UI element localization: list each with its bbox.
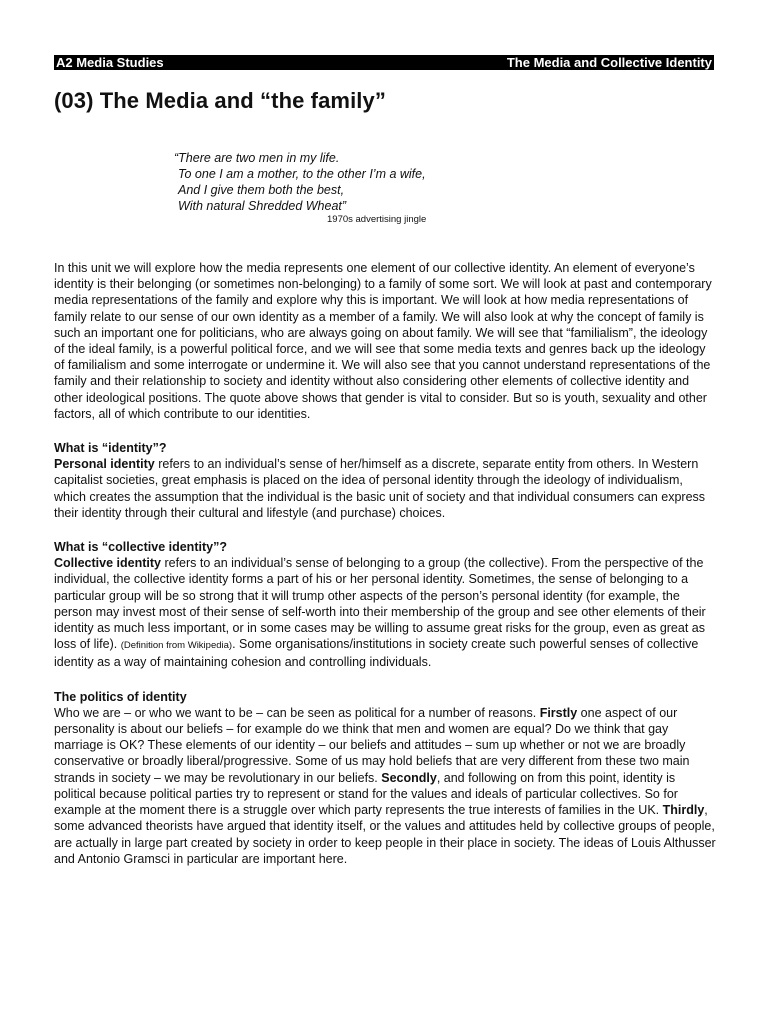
- quote-line: And I give them both the best,: [178, 183, 345, 197]
- collective-section: [54, 539, 716, 671]
- term-collective-identity: Collective identity: [54, 556, 161, 571]
- quote-line: With natural Shredded Wheat”: [178, 199, 347, 213]
- quote-line: “There are two men in my life.: [174, 151, 340, 165]
- header-bar: [54, 55, 714, 70]
- term-personal-identity: Personal identity: [54, 457, 155, 472]
- keyword-secondly: Secondly: [381, 770, 437, 785]
- identity-text: refers to an individual’s sense of her/himself as a discrete, separate entity from others. In Western capitalist societies, great emphasis is placed on the idea of personal identity through the ideology of individualism, which creates the assumption that the individual is the basic unit of society and that individual consumers can express their identity through their cultural and lifestyle (and purchase) choices.: [54, 457, 706, 520]
- politics-paragraph: [54, 705, 716, 867]
- quote-block: [170, 150, 490, 214]
- collective-paragraph: [54, 555, 716, 670]
- politics-text: one aspect of our personality is about our beliefs – for example do we think that men and women are equal? Do we think that gay marriage is OK? These elements of our identity – our beliefs and attitudes – sum up whether or not we are broadly conservative or broadly liberal/progressive. Some of us may hold beliefs that are very different from these two main strands in society – we may be revolutionary in our beliefs.: [54, 705, 690, 785]
- politics-text: , some advanced theorists have argued that identity itself, or the values and attitudes held by collective groups of people, are actually in large part created by society in order to keep people in their place in society. The ideas of Louis Althusser and Antonio Gramsci in particular are important here.: [54, 803, 716, 866]
- politics-text: Who we are – or who we want to be – can be seen as political for a number of reasons.: [54, 705, 540, 720]
- quote-attribution: 1970s advertising jingle: [327, 214, 427, 225]
- header-unit: The Media and Collective Identity: [506, 55, 712, 70]
- collective-text-continued: . Some organisations/institutions in society create such powerful senses of collective identity as a way of maintaining cohesion and controlling individuals.: [54, 637, 699, 670]
- header-course: A2 Media Studies: [56, 55, 164, 70]
- document-body: [54, 260, 716, 867]
- politics-text: , and following on from this point, identity is political because political parties try to represent or stand for the values and ideals of particular collectives. So for example at the moment there is a struggle over which party represents the true interests of families in the UK.: [54, 770, 678, 818]
- collective-text: refers to an individual’s sense of belonging to a group (the collective). From the perspective of the individual, the collective identity forms a part of his or her personal identity. Sometimes, the sense of belonging to a particular group will be so strong that it will trump other aspects of the person’s personal identity (for example, the person may invest most of their sense of self-worth into their membership of the group and see other elements of their identity as much less important, or in some cases may be willing to assume great risks for the group, even as great as loss of life).: [54, 556, 706, 652]
- quote-line: To one I am a mother, to the other I’m a wife,: [178, 167, 426, 181]
- politics-section: [54, 689, 716, 867]
- definition-source: (Definition from Wikipedia): [120, 640, 233, 652]
- section-heading: What is “identity”?: [54, 441, 167, 456]
- keyword-firstly: Firstly: [539, 705, 578, 720]
- section-heading: What is “collective identity”?: [54, 540, 227, 555]
- page-title: (03) The Media and “the family”: [54, 88, 386, 113]
- keyword-thirdly: Thirdly: [662, 803, 705, 818]
- section-heading: The politics of identity: [54, 689, 187, 704]
- identity-paragraph: [54, 456, 716, 521]
- intro-paragraph: In this unit we will explore how the media represents one element of our collective identity. An element of everyone’s identity is their belonging (or sometimes non-belonging) to a family of some sort. We will look at past and contemporary media representations of the family and explore why this is important. We will look at how media representations of family relate to our sense of our own identity as a member of a family. We will also look at why the concept of family is such an important one for politicians, who are always going on about family. We will see that “familialism”, the ideology of the ideal family, is a powerful political force, and we will see that some media texts and genres back up the ideology of familialism and some interrogate or undermine it. We will also see that you cannot understand representations of the family and their relationship to society and identity without also considering other elements of collective identity and other ideological positions. The quote above shows that gender is vital to consider. But so is youth, sexuality and other factors, all of which contribute to our identities.: [54, 261, 712, 421]
- identity-section: [54, 440, 716, 521]
